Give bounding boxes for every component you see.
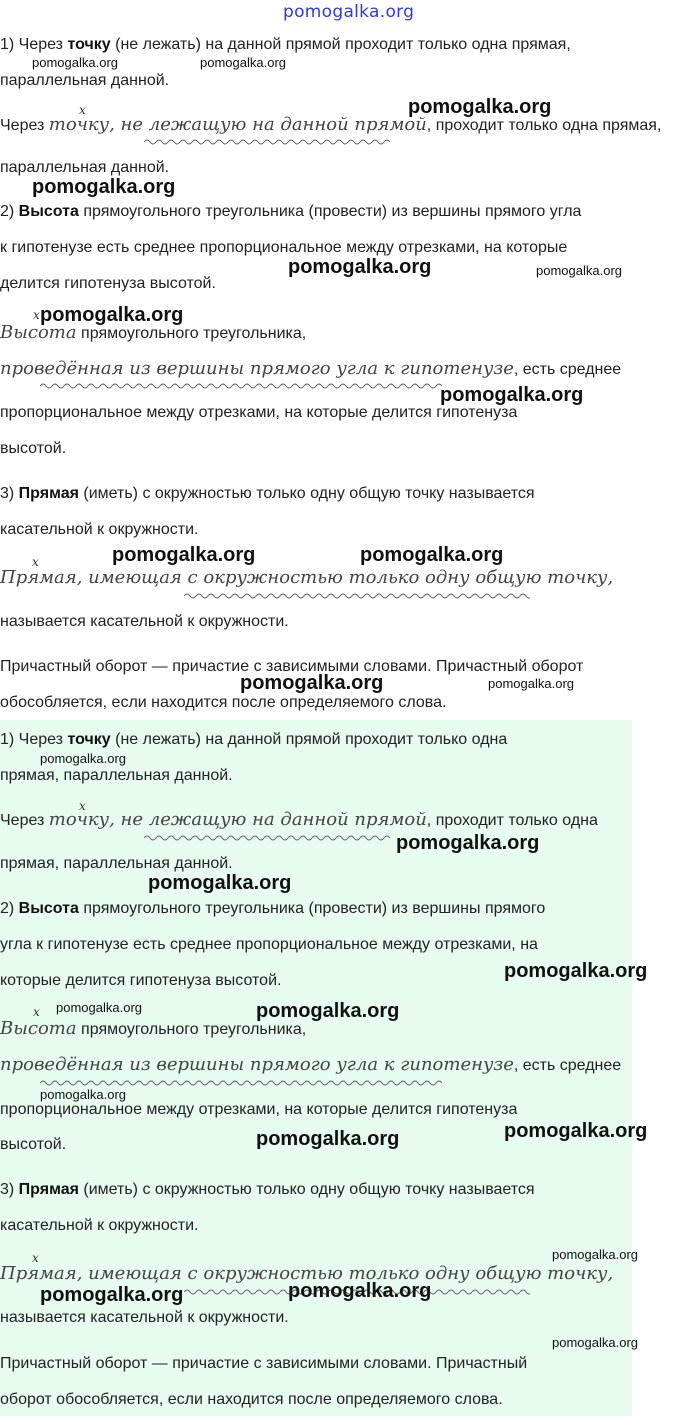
task-2-text-line2: угла к гипотенузе есть среднее пропорциональное между отрезками, на [0, 936, 538, 953]
task-2-text-line2: к гипотенузе есть среднее пропорциональное между отрезками, на которые [0, 239, 568, 256]
participle-mark: x [79, 799, 86, 813]
watermark: pomogalka.org [40, 1087, 126, 1102]
watermark: pomogalka.org [552, 1335, 638, 1350]
task-1-text-line2: параллельная данной. [0, 72, 170, 89]
answer-1-text-line2: прямая, параллельная данной. [0, 855, 233, 872]
task-1-text: 1) Через точку (не лежать) на данной прямой проходит только одна прямая, [0, 36, 571, 53]
watermark: pomogalka.org [240, 672, 384, 694]
watermark: pomogalka.org [256, 1000, 400, 1022]
rule-text-line2: оборот обособляется, если находится после определяемого слова. [0, 1391, 503, 1408]
watermark: pomogalka.org [288, 256, 432, 278]
answer-2-text-line4: высотой. [0, 1136, 67, 1153]
answer-1-text: Через точку, не лежащую на данной прямой, проходит только одна [0, 809, 598, 830]
answer-2-text-line2: проведённая из вершины прямого угла к гипотенузе, есть среднее [0, 1054, 622, 1075]
watermark: pomogalka.org [504, 1120, 648, 1142]
participle-mark: x [33, 1005, 40, 1019]
watermark: pomogalka.org [256, 1128, 400, 1150]
watermark: pomogalka.org [32, 55, 118, 70]
rule-text-line2: обособляется, если находится после определяемого слова. [0, 694, 447, 711]
answer-2-text-line3: пропорциональное между отрезками, на которые делится гипотенуза [0, 1101, 518, 1118]
watermark: pomogalka.org [488, 676, 574, 691]
answer-2-text-line3: пропорциональное между отрезками, на которые делится гипотенуза [0, 404, 518, 421]
wavy-underline [40, 1079, 442, 1087]
answer-3-text-line2: называется касательной к окружности. [0, 1309, 289, 1326]
watermark: pomogalka.org [32, 176, 176, 198]
answer-3-text-line2: называется касательной к окружности. [0, 613, 289, 630]
watermark: pomogalka.org [536, 263, 622, 278]
watermark: pomogalka.org [112, 544, 256, 566]
task-3-text-line2: касательной к окружности. [0, 1217, 199, 1234]
watermark: pomogalka.org [148, 872, 292, 894]
task-2-text: 2) Высота прямоугольного треугольника (провести) из вершины прямого [0, 900, 546, 917]
wavy-underline [144, 138, 390, 146]
answer-3-text: Прямая, имеющая с окружностью только одну общую точку, [0, 1263, 614, 1284]
watermark: pomogalka.org [288, 1280, 432, 1302]
answer-1-text: Через точку, не лежащую на данной прямой, проходит только одна прямая, [0, 114, 662, 135]
rule-text: Причастный оборот — причастие с зависимыми словами. Причастный [0, 1355, 528, 1372]
watermark: pomogalka.org [200, 55, 286, 70]
participle-mark: x [79, 103, 86, 117]
task-1-text-line2: прямая, параллельная данной. [0, 767, 233, 784]
answer-2-text: Высота прямоугольного треугольника, [0, 1018, 307, 1039]
watermark: pomogalka.org [40, 1284, 184, 1306]
answer-2-text-line2: проведённая из вершины прямого угла к гипотенузе, есть среднее [0, 358, 622, 379]
participle-mark: x [32, 1251, 39, 1265]
watermark: pomogalka.org [552, 1247, 638, 1262]
watermark: pomogalka.org [408, 96, 552, 118]
answer-2-text-line4: высотой. [0, 440, 67, 457]
task-3-text-line2: касательной к окружности. [0, 521, 199, 538]
participle-mark: x [32, 555, 39, 569]
watermark: pomogalka.org [40, 751, 126, 766]
watermark: pomogalka.org [360, 544, 504, 566]
wavy-underline [184, 592, 530, 600]
task-2-text-line3: которые делится гипотенуза высотой. [0, 972, 282, 989]
answer-2-text: Высота прямоугольного треугольника, [0, 322, 307, 343]
wavy-underline [40, 382, 442, 390]
watermark: pomogalka.org [440, 384, 584, 406]
participle-mark: x [33, 308, 40, 322]
rule-text: Причастный оборот — причастие с зависимыми словами. Причастный оборот [0, 658, 584, 675]
task-3-text: 3) Прямая (иметь) с окружностью только одну общую точку называется [0, 485, 535, 502]
task-2-text: 2) Высота прямоугольного треугольника (провести) из вершины прямого угла [0, 203, 582, 220]
task-3-text: 3) Прямая (иметь) с окружностью только одну общую точку называется [0, 1181, 535, 1198]
answer-3-text: Прямая, имеющая с окружностью только одну общую точку, [0, 567, 614, 588]
task-1-text: 1) Через точку (не лежать) на данной прямой проходит только одна [0, 731, 508, 748]
answer-1-text-line2: параллельная данной. [0, 159, 170, 176]
watermark: pomogalka.org [504, 960, 648, 982]
wavy-underline [144, 834, 390, 842]
task-2-text-line3: делится гипотенуза высотой. [0, 275, 216, 292]
site-logo[interactable]: pomogalka.org [283, 2, 415, 22]
watermark: pomogalka.org [396, 832, 540, 854]
watermark: pomogalka.org [56, 1000, 142, 1015]
watermark: pomogalka.org [40, 304, 184, 326]
